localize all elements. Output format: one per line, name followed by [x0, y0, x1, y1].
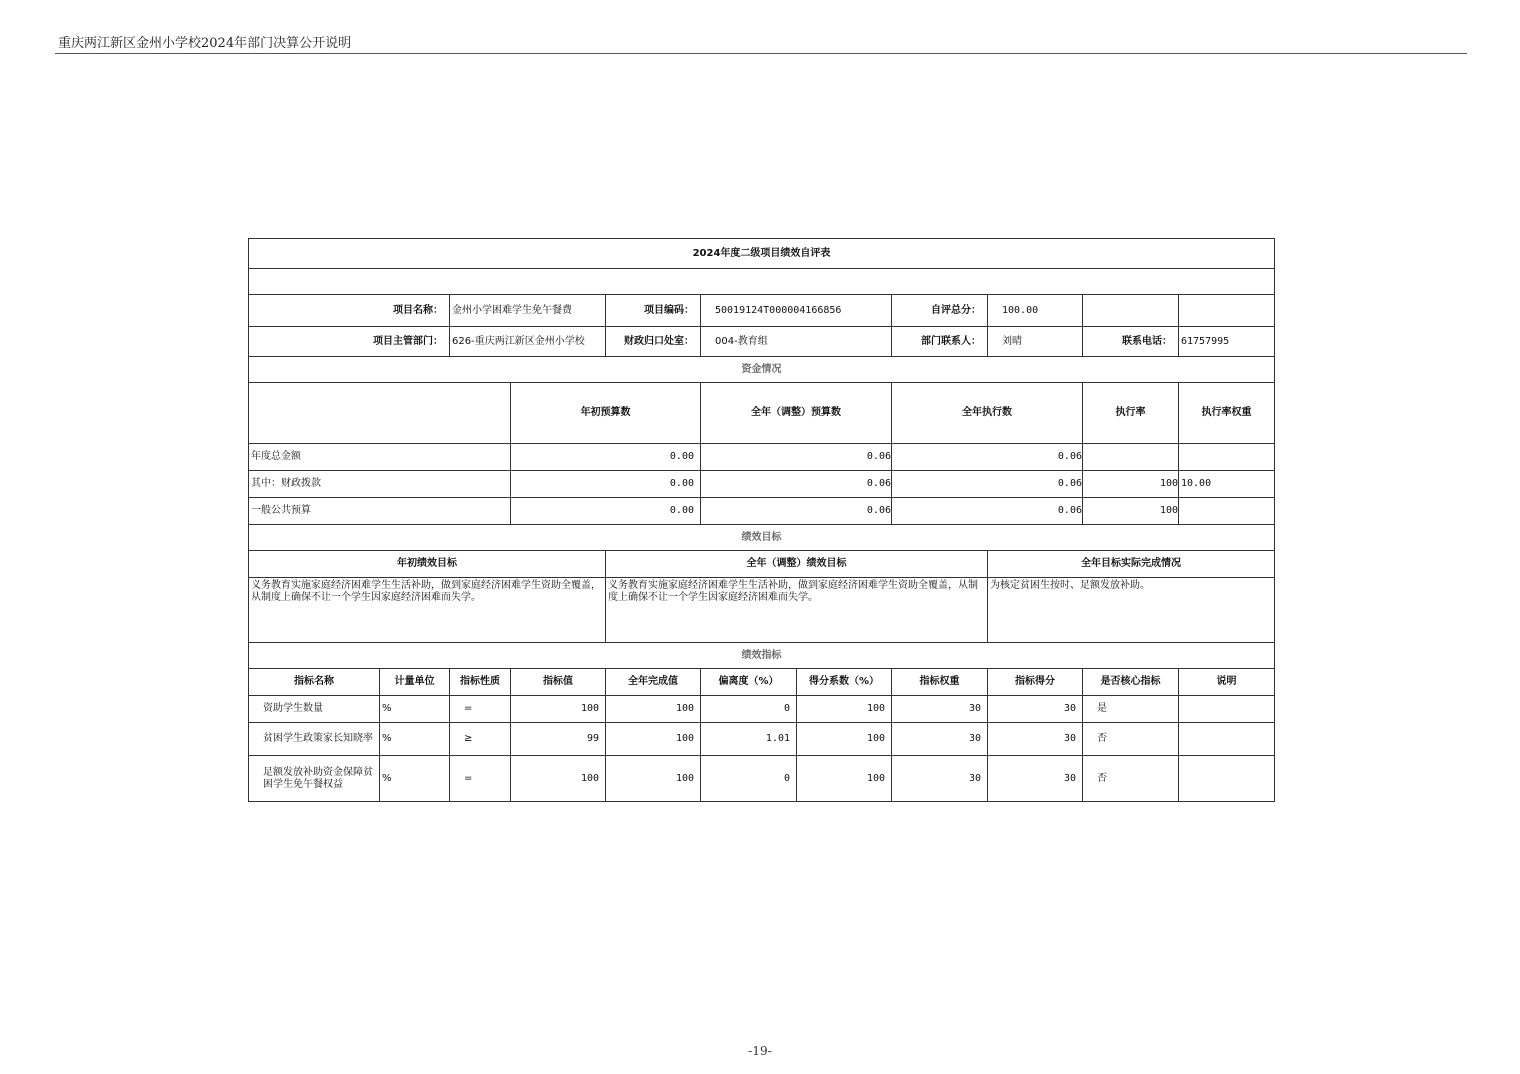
funds-adjusted: 0.06: [701, 444, 892, 471]
ind-nature: =: [450, 756, 511, 802]
ind-note: [1179, 723, 1275, 756]
ind-header-deviation: 偏离度（%）: [701, 669, 797, 696]
ind-unit: %: [380, 696, 450, 723]
funds-weight: [1179, 444, 1275, 471]
running-header: 重庆两江新区金州小学校2024年部门决算公开说明: [58, 36, 352, 51]
indicator-row: [249, 723, 1275, 756]
ind-header-core: 是否核心指标: [1083, 669, 1179, 696]
ind-core: 否: [1083, 756, 1179, 802]
funds-weight: [1179, 498, 1275, 525]
funds-executed: 0.06: [892, 471, 1083, 498]
project-name-label: 项目名称：: [249, 295, 450, 327]
ind-unit: %: [380, 723, 450, 756]
funds-row: [249, 498, 1275, 525]
blank-row: [249, 269, 1275, 295]
ind-weight: 30: [892, 696, 988, 723]
ind-core: 否: [1083, 723, 1179, 756]
ind-header-actual: 全年完成值: [606, 669, 701, 696]
funds-row: [249, 444, 1275, 471]
ind-score: 30: [988, 756, 1083, 802]
ind-header-unit: 计量单位: [380, 669, 450, 696]
funds-adjusted: 0.06: [701, 498, 892, 525]
ind-name: 足额发放补助资金保障贫困学生免午餐权益: [249, 756, 380, 802]
ind-actual: 100: [606, 756, 701, 802]
indicator-row: [249, 756, 1275, 802]
total-score-label: 自评总分：: [892, 295, 988, 327]
ind-core: 是: [1083, 696, 1179, 723]
funds-row-label: 其中：财政拨款: [249, 471, 511, 498]
goals-section-title: 绩效目标: [249, 525, 1275, 551]
goal-actual-text: 为核定贫困生按时、足额发放补助。: [988, 578, 1275, 643]
funds-row: [249, 471, 1275, 498]
ind-header-weight: 指标权重: [892, 669, 988, 696]
ind-weight: 30: [892, 756, 988, 802]
ind-note: [1179, 756, 1275, 802]
funds-rate: [1083, 444, 1179, 471]
funds-executed: 0.06: [892, 498, 1083, 525]
phone-value: 61757995: [1179, 327, 1275, 357]
ind-name: 资助学生数量: [249, 696, 380, 723]
ind-nature: ≥: [450, 723, 511, 756]
ind-name: 贫困学生政策家长知晓率: [249, 723, 380, 756]
goals-header-initial: 年初绩效目标: [249, 551, 606, 578]
ind-actual: 100: [606, 723, 701, 756]
total-score-value: 100.00: [988, 295, 1083, 327]
ind-deviation: 0: [701, 756, 797, 802]
ind-header-note: 说明: [1179, 669, 1275, 696]
ind-score: 30: [988, 723, 1083, 756]
indicators-section-title: 绩效指标: [249, 643, 1275, 669]
empty-cell: [1083, 295, 1179, 327]
funds-row-label: 一般公共预算: [249, 498, 511, 525]
funds-adjusted: 0.06: [701, 471, 892, 498]
goals-header-adjusted: 全年（调整）绩效目标: [606, 551, 988, 578]
ind-unit: %: [380, 756, 450, 802]
ind-header-nature: 指标性质: [450, 669, 511, 696]
ind-weight: 30: [892, 723, 988, 756]
funds-header-weight: 执行率权重: [1179, 383, 1275, 444]
project-code-label: 项目编码：: [606, 295, 701, 327]
funds-executed: 0.06: [892, 444, 1083, 471]
funds-header-rate: 执行率: [1083, 383, 1179, 444]
ind-header-target: 指标值: [511, 669, 606, 696]
page-number: -19-: [748, 1044, 772, 1058]
ind-coef: 100: [797, 696, 892, 723]
project-name-value: 金州小学困难学生免午餐费: [450, 295, 606, 327]
form-title: 2024年度二级项目绩效自评表: [249, 239, 1275, 269]
ind-target: 100: [511, 696, 606, 723]
funds-header-adjusted: 全年（调整）预算数: [701, 383, 892, 444]
ind-deviation: 1.01: [701, 723, 797, 756]
contact-value: 刘晴: [988, 327, 1083, 357]
funds-initial: 0.00: [511, 498, 701, 525]
funds-section-title: 资金情况: [249, 357, 1275, 383]
ind-nature: =: [450, 696, 511, 723]
finance-label: 财政归口处室：: [606, 327, 701, 357]
funds-header-executed: 全年执行数: [892, 383, 1083, 444]
funds-row-label: 年度总金额: [249, 444, 511, 471]
ind-coef: 100: [797, 756, 892, 802]
funds-initial: 0.00: [511, 444, 701, 471]
ind-note: [1179, 696, 1275, 723]
performance-self-evaluation-table: [248, 238, 1275, 802]
project-code-value: 50019124T000004166856: [701, 295, 892, 327]
dept-label: 项目主管部门：: [249, 327, 450, 357]
ind-target: 100: [511, 756, 606, 802]
finance-value: 004-教育组: [701, 327, 892, 357]
funds-rate: 100: [1083, 498, 1179, 525]
goal-adjusted-text: 义务教育实施家庭经济困难学生生活补助，做到家庭经济困难学生资助全覆盖，从制度上确保不让一个学生因家庭经济困难而失学。: [606, 578, 988, 643]
contact-label: 部门联系人：: [892, 327, 988, 357]
funds-initial: 0.00: [511, 471, 701, 498]
ind-actual: 100: [606, 696, 701, 723]
ind-header-score: 指标得分: [988, 669, 1083, 696]
funds-header-initial: 年初预算数: [511, 383, 701, 444]
ind-coef: 100: [797, 723, 892, 756]
ind-target: 99: [511, 723, 606, 756]
phone-label: 联系电话：: [1083, 327, 1179, 357]
indicator-row: [249, 696, 1275, 723]
ind-header-name: 指标名称: [249, 669, 380, 696]
funds-rate: 100: [1083, 471, 1179, 498]
dept-value: 626-重庆两江新区金州小学校: [450, 327, 606, 357]
header-rule: [55, 53, 1467, 54]
ind-deviation: 0: [701, 696, 797, 723]
empty-cell: [1179, 295, 1275, 327]
empty-cell: [249, 383, 511, 444]
goal-initial-text: 义务教育实施家庭经济困难学生生活补助，做到家庭经济困难学生资助全覆盖，从制度上确保不让一个学生因家庭经济困难而失学。: [249, 578, 606, 643]
ind-header-coef: 得分系数（%）: [797, 669, 892, 696]
goals-header-actual: 全年目标实际完成情况: [988, 551, 1275, 578]
funds-weight: 10.00: [1179, 471, 1275, 498]
ind-score: 30: [988, 696, 1083, 723]
